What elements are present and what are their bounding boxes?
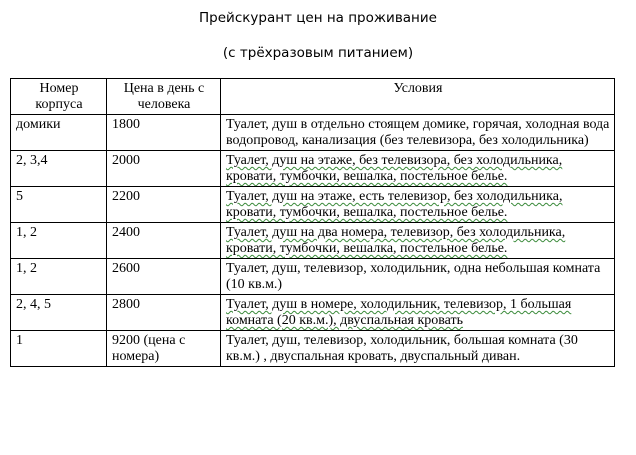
table-row xyxy=(11,259,615,295)
table-row xyxy=(11,223,615,259)
cell-price: 2400 xyxy=(107,223,221,259)
table-header-row xyxy=(11,79,615,115)
cell-building: 5 xyxy=(11,187,107,223)
conditions-text: Туалет, душ на этаже, без телевизора, без холодильника, кровати, тумбочки, вешалка, постельное белье. xyxy=(226,153,563,184)
conditions-text: Туалет, душ, телевизор, холодильник, большая комната (30 кв.м.) , двуспальная кровать, двуспальный диван. xyxy=(226,333,578,364)
cell-building: 1, 2 xyxy=(11,259,107,295)
cell-price: 2600 xyxy=(107,259,221,295)
cell-conditions xyxy=(221,151,615,187)
header-price: Цена в день с человека xyxy=(107,79,221,115)
table-row xyxy=(11,115,615,151)
cell-price: 2800 xyxy=(107,295,221,331)
cell-building: 1, 2 xyxy=(11,223,107,259)
conditions-text: Туалет, душ в номере, холодильник, телевизор, 1 большая комната (20 кв.м.), двуспальная кровать xyxy=(226,297,572,328)
document-subtitle: (с трёхразовым питанием) xyxy=(222,45,414,61)
header-building: Номер корпуса xyxy=(11,79,107,115)
cell-conditions xyxy=(221,223,615,259)
conditions-text: Туалет, душ на этаже, есть телевизор, без холодильника, кровати, тумбочки, вешалка, постельное белье. xyxy=(226,189,563,220)
cell-price: 2200 xyxy=(107,187,221,223)
table-row xyxy=(11,331,615,367)
cell-conditions xyxy=(221,115,615,151)
table-row xyxy=(11,295,615,331)
cell-building: 1 xyxy=(11,331,107,367)
cell-building: 2, 3,4 xyxy=(11,151,107,187)
conditions-text: Туалет, душ, телевизор, холодильник, одна небольшая комната (10 кв.м.) xyxy=(226,261,601,292)
conditions-text: Туалет, душ в отдельно стоящем домике, горячая, холодная вода водопровод, канализация (без телевизора, без холодильника) xyxy=(226,117,610,148)
conditions-text: Туалет, душ на два номера, телевизор, без холодильника, кровати, тумбочки, вешалка, постельное белье. xyxy=(226,225,566,256)
cell-conditions xyxy=(221,295,615,331)
header-conditions: Условия xyxy=(221,79,615,115)
table-row xyxy=(11,187,615,223)
cell-price: 9200 (цена с номера) xyxy=(107,331,221,367)
document-title: Прейскурант цен на проживание xyxy=(199,10,437,26)
cell-building: домики xyxy=(11,115,107,151)
cell-price: 1800 xyxy=(107,115,221,151)
cell-conditions xyxy=(221,259,615,295)
cell-building: 2, 4, 5 xyxy=(11,295,107,331)
cell-price: 2000 xyxy=(107,151,221,187)
table-row xyxy=(11,151,615,187)
cell-conditions xyxy=(221,187,615,223)
price-table xyxy=(10,78,615,367)
cell-conditions xyxy=(221,331,615,367)
